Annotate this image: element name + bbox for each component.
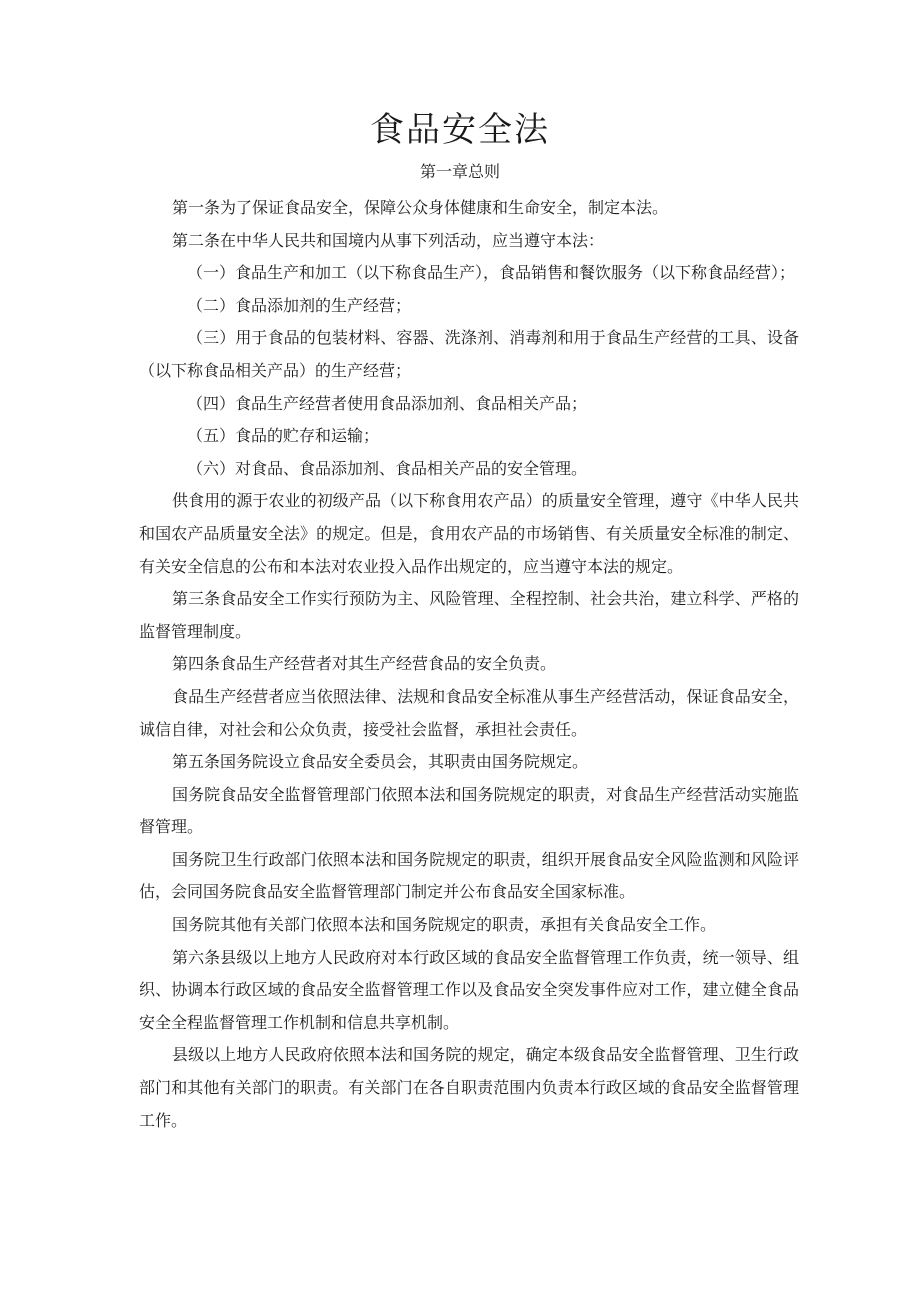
paragraph-article-2: 第二条在中华人民共和国境内从事下列活动，应当遵守本法： — [172, 230, 605, 250]
paragraph-local-government: 县级以上地方人民政府依照本法和国务院的规定，确定本级食品安全监督管理、卫生行政部门和其他有关部门的职责。有关部门在各自职责范围内负责本行政区域的食品安全监督管理工作。 — [139, 1045, 799, 1130]
chapter-heading: 第一章总则 — [419, 162, 500, 181]
paragraph-item-1: （一）食品生产和加工（以下称食品生产），食品销售和餐饮服务（以下称食品经营）； — [187, 263, 796, 283]
paragraph-item-2: （二）食品添加剂的生产经营； — [187, 295, 412, 315]
paragraph-article-3: 第三条食品安全工作实行预防为主、风险管理、全程控制、社会共治，建立科学、严格的监督管理制度。 — [139, 589, 799, 641]
paragraph-item-6: （六）对食品、食品添加剂、食品相关产品的安全管理。 — [187, 458, 588, 478]
paragraph-item-4: （四）食品生产经营者使用食品添加剂、食品相关产品； — [187, 393, 588, 413]
paragraph-supervision-department: 国务院食品安全监督管理部门依照本法和国务院规定的职责，对食品生产经营活动实施监督管理。 — [139, 784, 799, 837]
paragraph-producer-duties: 食品生产经营者应当依照法律、法规和食品安全标准从事生产经营活动，保证食品安全，诚信自律，对社会和公众负责，接受社会监督，承担社会责任。 — [139, 686, 799, 739]
paragraph-item-3: （三）用于食品的包装材料、容器、洗涤剂、消毒剂和用于食品生产经营的工具、设备（以下称食品相关产品）的生产经营； — [139, 328, 799, 380]
paragraph-other-departments: 国务院其他有关部门依照本法和国务院规定的职责，承担有关食品安全工作。 — [172, 915, 717, 935]
paragraph-article-4: 第四条食品生产经营者对其生产经营食品的安全负责。 — [172, 654, 557, 674]
paragraph-article-6: 第六条县级以上地方人民政府对本行政区域的食品安全监督管理工作负责，统一领导、组织、协调本行政区域的食品安全监督管理工作以及食品安全突发事件应对工作，建立健全食品安全全程监督管理工作机制和信息共享机制。 — [139, 947, 799, 1032]
paragraph-agricultural-products: 供食用的源于农业的初级产品（以下称食用农产品）的质量安全管理，遵守《中华人民共和国农产品质量安全法》的规定。但是，食用农产品的市场销售、有关质量安全标准的制定、有关安全信息的公布和本法对农业投入品作出规定的，应当遵守本法的规定。 — [139, 491, 799, 576]
paragraph-article-5: 第五条国务院设立食品安全委员会，其职责由国务院规定。 — [172, 752, 589, 772]
document-body — [139, 192, 799, 1137]
document-title: 食品安全法 — [370, 110, 550, 150]
paragraph-item-5: （五）食品的贮存和运输； — [187, 426, 380, 446]
paragraph-article-1: 第一条为了保证食品安全，保障公众身体健康和生命安全，制定本法。 — [172, 198, 669, 217]
paragraph-health-department: 国务院卫生行政部门依照本法和国务院规定的职责，组织开展食品安全风险监测和风险评估，会同国务院食品安全监督管理部门制定并公布食品安全国家标准。 — [139, 849, 799, 902]
